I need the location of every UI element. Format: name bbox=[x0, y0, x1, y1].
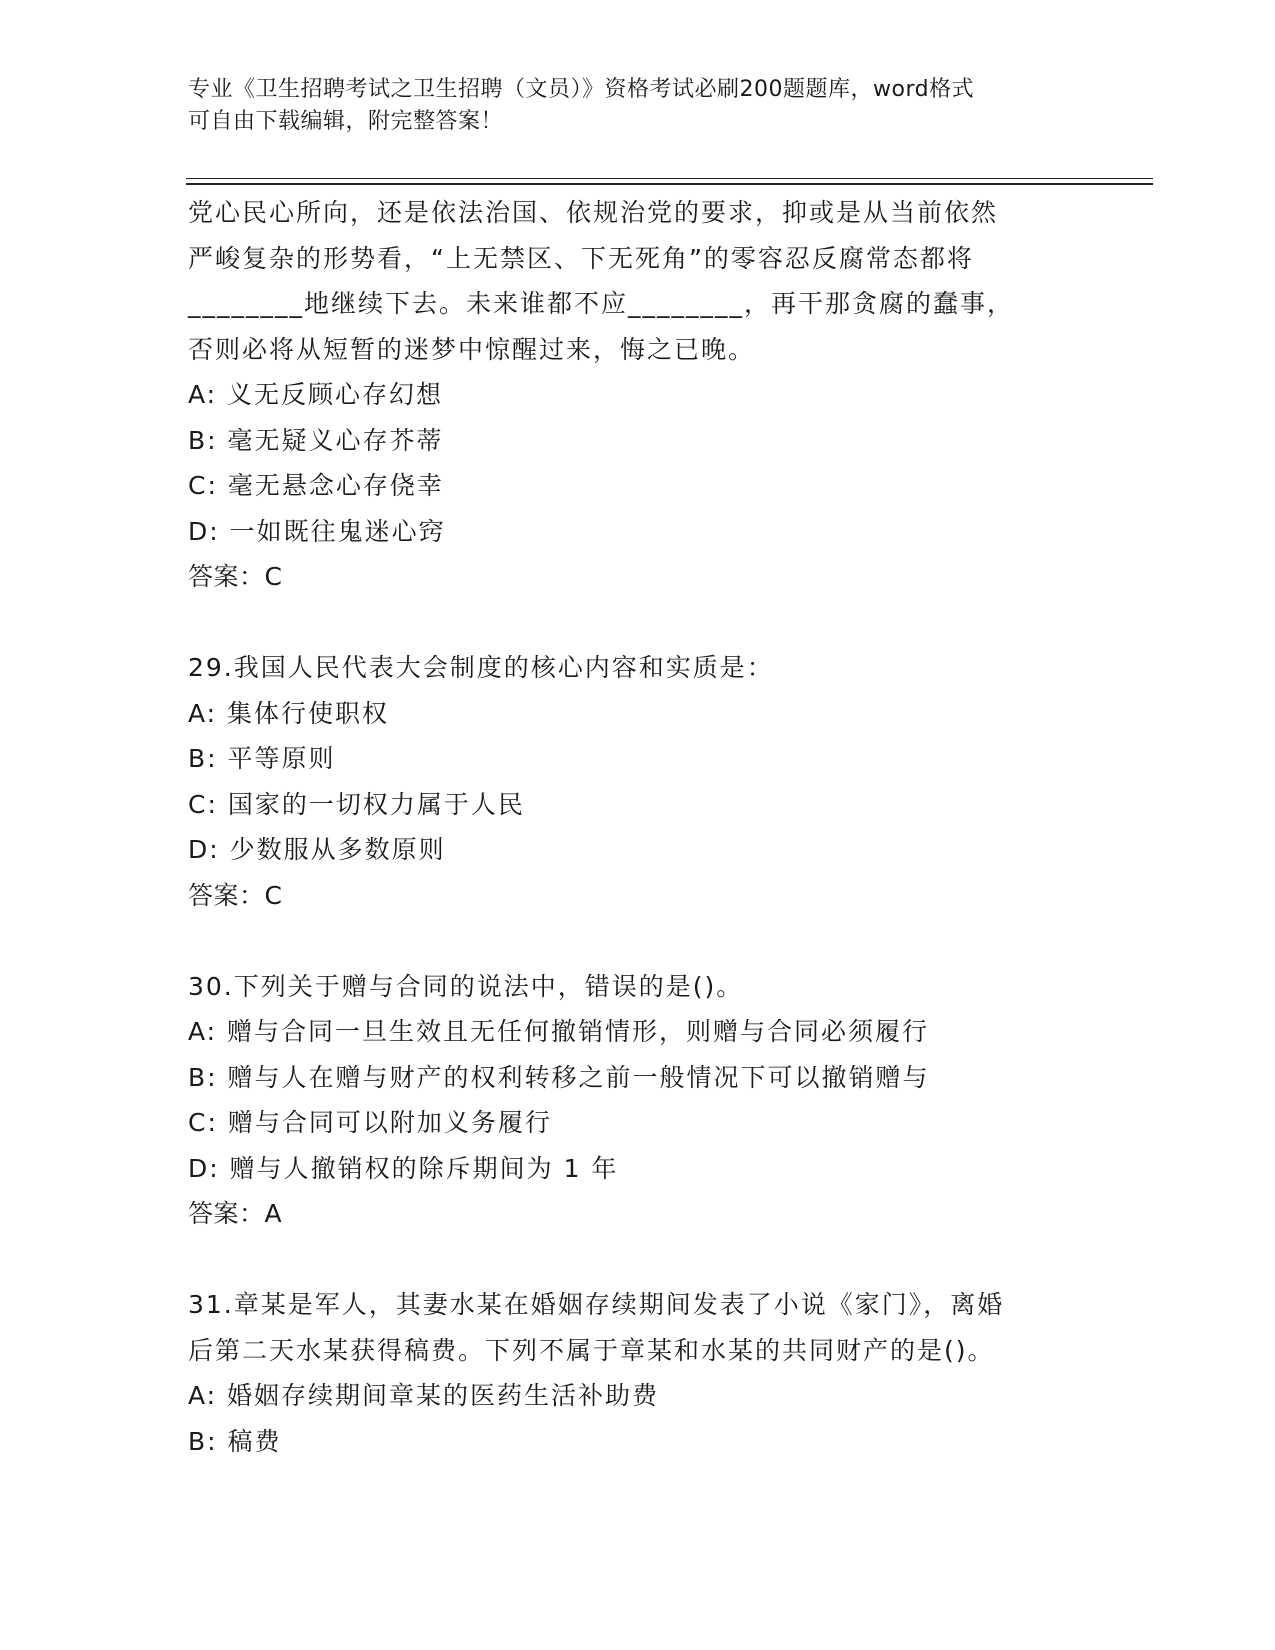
header-title-line-2: 可自由下载编辑，附完整答案！ bbox=[188, 109, 504, 134]
question-stem: 党心民心所向，还是依法治国、依规治党的要求，抑或是从当前依然 bbox=[188, 198, 999, 227]
option-a: A: 集体行使职权 bbox=[188, 698, 390, 728]
question-stem: ________地继续下去。未来谁都不应________，再干那贪腐的蠢事， bbox=[188, 289, 1015, 318]
question-stem: 后第二天水某获得稿费。下列不属于章某和水某的共同财产的是()。 bbox=[188, 1335, 995, 1365]
question-30 bbox=[188, 964, 1088, 1237]
option-b: B: 稿费 bbox=[188, 1426, 282, 1456]
answer: 答案：C bbox=[188, 880, 283, 910]
spacer bbox=[188, 918, 1088, 964]
option-b: B: 平等原则 bbox=[188, 744, 336, 773]
question-stem: 30.下列关于赠与合同的说法中，错误的是()。 bbox=[188, 971, 744, 1001]
question-29 bbox=[188, 645, 1088, 918]
spacer bbox=[188, 600, 1088, 646]
option-d: D: 赠与人撤销权的除斥期间为 1 年 bbox=[188, 1153, 619, 1183]
question-stem: 严峻复杂的形势看，“上无禁区、下无死角”的零容忍反腐常态都将 bbox=[188, 243, 974, 273]
option-d: D: 一如既往鬼迷心窍 bbox=[188, 516, 446, 546]
option-b: B: 赠与人在赠与财产的权利转移之前一般情况下可以撤销赠与 bbox=[188, 1062, 930, 1092]
option-c: C: 赠与合同可以附加义务履行 bbox=[188, 1108, 552, 1137]
question-stem: 29.我国人民代表大会制度的核心内容和实质是： bbox=[188, 653, 774, 682]
option-c: C: 国家的一切权力属于人民 bbox=[188, 789, 525, 819]
spacer bbox=[188, 1237, 1088, 1283]
option-a: A: 婚姻存续期间章某的医药生活补助费 bbox=[188, 1381, 660, 1410]
header-divider-thick bbox=[186, 183, 1153, 185]
header-divider-thin bbox=[186, 178, 1153, 179]
document-body bbox=[188, 190, 1088, 1464]
answer: 答案：C bbox=[188, 562, 283, 591]
question-stem: 31.章某是军人，其妻水某在婚姻存续期间发表了小说《家门》，离婚 bbox=[188, 1290, 1005, 1319]
option-a: A: 义无反顾心存幻想 bbox=[188, 380, 444, 409]
header-title-line-1: 专业《卫生招聘考试之卫生招聘（文员）》资格考试必刷200题题库，word格式 bbox=[188, 77, 975, 102]
option-b: B: 毫无疑义心存芥蒂 bbox=[188, 425, 444, 455]
document-header bbox=[188, 74, 1088, 138]
question-stem: 否则必将从短暂的迷梦中惊醒过来，悔之已晚。 bbox=[188, 334, 756, 364]
question-31 bbox=[188, 1282, 1088, 1464]
option-c: C: 毫无悬念心存侥幸 bbox=[188, 471, 444, 500]
question-28 bbox=[188, 190, 1088, 600]
answer: 答案：A bbox=[188, 1199, 283, 1228]
option-a: A: 赠与合同一旦生效且无任何撤销情形，则赠与合同必须履行 bbox=[188, 1017, 930, 1046]
option-d: D: 少数服从多数原则 bbox=[188, 835, 446, 864]
